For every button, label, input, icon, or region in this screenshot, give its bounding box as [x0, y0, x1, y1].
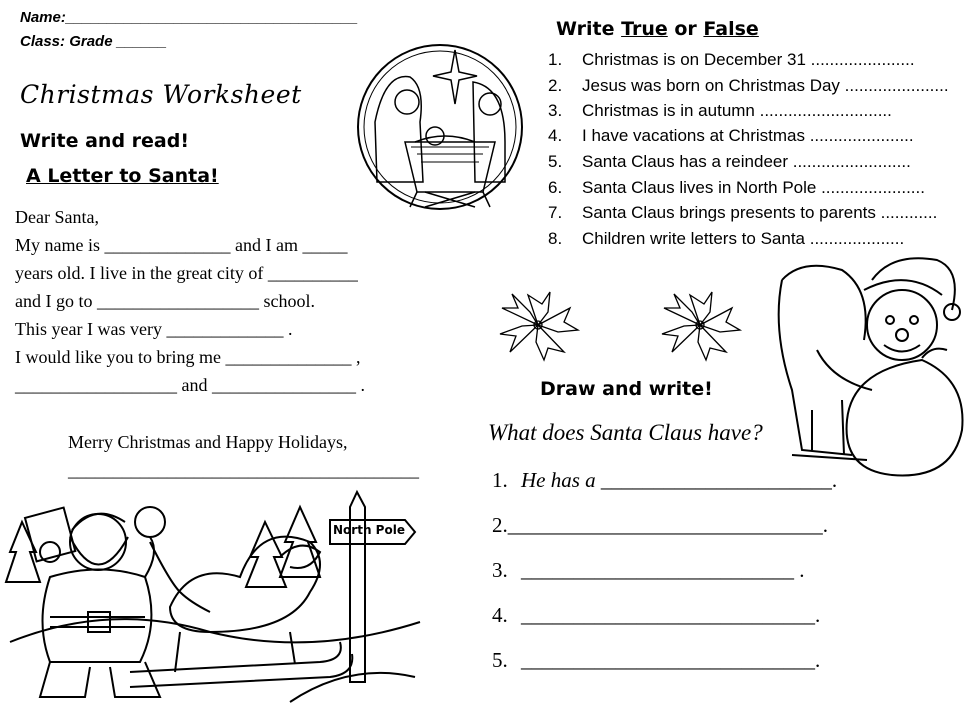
item-number: 8. [548, 229, 563, 248]
poinsettia-icon [660, 290, 740, 360]
letter-line: My name is ______________ and I am _____ [15, 235, 348, 255]
list-item [548, 101, 892, 121]
list-item [548, 126, 914, 146]
santa-sleigh-illustration [10, 482, 430, 718]
item-number: 3. [548, 101, 563, 120]
answer-line: ____________________________. [521, 603, 821, 627]
north-pole-sign-label: North Pole [333, 523, 405, 537]
item-text: Children write letters to Santa .................... [582, 229, 905, 248]
list-item [548, 152, 911, 172]
item-number: 2. [548, 76, 563, 95]
nativity-illustration [355, 42, 525, 212]
santa-with-sack-illustration [772, 250, 968, 485]
answer-line: ______________________________. [507, 513, 828, 537]
heading-write-label: Write [556, 18, 622, 40]
answer-number: 5. [492, 648, 508, 672]
answer-line: ____________________________. [521, 648, 821, 672]
letter-line: Dear Santa, [15, 207, 99, 227]
answer-number: 3. [492, 558, 508, 582]
item-text: Christmas is in autumn ............................ [582, 101, 892, 120]
draw-and-write-heading: Draw and write! [540, 378, 713, 400]
item-text: Santa Claus has a reindeer ......................... [582, 152, 911, 171]
item-number: 4. [548, 126, 563, 145]
item-text: Santa Claus brings presents to parents ............ [582, 203, 938, 222]
answer-number: 1. [492, 468, 508, 492]
item-text: I have vacations at Christmas ...................... [582, 126, 914, 145]
answer-prefix: He has a [521, 468, 596, 492]
list-item [548, 178, 925, 198]
item-text: Jesus was born on Christmas Day ...................... [582, 76, 949, 95]
letter-line: and I go to __________________ school. [15, 291, 315, 311]
true-false-heading [556, 18, 759, 40]
heading-or-label: or [667, 18, 704, 40]
answer-number: 2. [492, 513, 508, 537]
letter-line: This year I was very _____________ . [15, 319, 293, 339]
item-number: 7. [548, 203, 563, 222]
letter-line: __________________ and ________________ . [15, 375, 365, 395]
poinsettia-icon [498, 290, 578, 360]
list-item [548, 229, 904, 249]
letter-line: years old. I live in the great city of __________ [15, 263, 358, 283]
letter-to-santa-heading: A Letter to Santa! [26, 165, 219, 187]
letter-line: I would like you to bring me ______________ , [15, 347, 361, 367]
list-item [492, 603, 820, 628]
signature-line: _______________________________________ [68, 460, 419, 480]
list-item [492, 468, 837, 493]
item-text: Santa Claus lives in North Pole ...................... [582, 178, 925, 197]
item-text: Christmas is on December 31 ...................... [582, 50, 915, 69]
list-item [492, 513, 828, 538]
heading-true-label: True [621, 18, 668, 40]
answer-line: __________________________ . [521, 558, 805, 582]
draw-write-question: What does Santa Claus have? [488, 420, 763, 445]
name-field-label: Name:___________________________________ [20, 9, 358, 26]
class-field-label: Class: Grade ______ [20, 33, 167, 50]
answer-line: ______________________. [600, 468, 838, 492]
write-and-read-heading: Write and read! [20, 130, 189, 152]
item-number: 6. [548, 178, 563, 197]
worksheet-title: Christmas Worksheet [20, 80, 302, 109]
list-item [548, 50, 915, 70]
list-item [548, 76, 949, 96]
item-number: 5. [548, 152, 563, 171]
list-item [548, 203, 937, 223]
answer-number: 4. [492, 603, 508, 627]
letter-closing: Merry Christmas and Happy Holidays, [68, 432, 348, 452]
list-item [492, 558, 805, 583]
item-number: 1. [548, 50, 563, 69]
list-item [492, 648, 820, 673]
heading-false-label: False [703, 18, 759, 40]
